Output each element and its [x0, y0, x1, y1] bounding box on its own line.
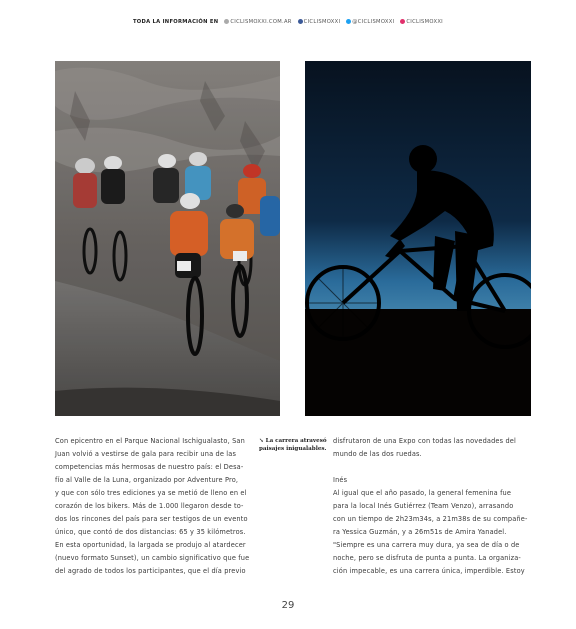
article-line: del agrado de todos los participantes, que el día previo	[55, 567, 246, 575]
article-line: disfrutaron de una Expo con todas las novedades del	[333, 437, 516, 445]
article-column-right	[333, 435, 531, 578]
section-heading: Inés	[333, 476, 348, 484]
globe-icon	[224, 19, 229, 24]
article-line: Con epicentro en el Parque Nacional Ischigualasto, San	[55, 437, 245, 445]
article-line: fío al Valle de la Luna, organizado por Adventure Pro,	[55, 476, 239, 484]
article-line: Juan volvió a vestirse de gala para recibir una de las	[55, 450, 237, 458]
article-line: ra Yessica Guzmán, y a 26m51s de Amira Yanadel.	[333, 528, 507, 536]
article-line: único, que contó de dos distancias: 65 y 35 kilómetros.	[55, 528, 246, 536]
article-line: noche, pero se disfruta de punta a punta. La organiza-	[333, 554, 521, 562]
article-line: (nuevo formato Sunset), un cambio significativo que fue	[55, 554, 250, 562]
article-line: con un tiempo de 2h23m34s, a 21m38s de su compañe-	[333, 515, 528, 523]
twitter-icon	[346, 19, 351, 24]
mountain-bike-race-riders-photo	[55, 61, 280, 416]
page-number: 29	[281, 600, 295, 611]
facebook-icon	[298, 19, 303, 24]
header-social-links	[0, 19, 576, 25]
cyclist-silhouette-sunset-photo	[305, 61, 531, 416]
header-link-web[interactable]: CICLISMOXXI.COM.AR	[230, 19, 292, 25]
article-line: y que con sólo tres ediciones ya se metió de lleno en el	[55, 489, 247, 497]
header-link-facebook[interactable]: CICLISMOXXI	[303, 19, 341, 25]
article-line: competencias más hermosas de nuestro país: el Desa-	[55, 463, 244, 471]
article-line: para la local Inés Gutiérrez (Team Venzo), arrasando	[333, 502, 514, 510]
article-line	[333, 461, 531, 474]
article-line: corazón de los bikers. Más de 1.000 llegaron desde to-	[55, 502, 244, 510]
header-link-twitter[interactable]: @CICLISMOXXI	[352, 19, 395, 25]
caption-arrow-icon: ↘	[259, 438, 264, 444]
article-line: ción impecable, es una carrera única, imperdible. Estoy	[333, 567, 525, 575]
article-line: Al igual que el año pasado, la general femenina fue	[333, 489, 512, 497]
article-column-left	[55, 435, 255, 578]
header-label: TODA LA INFORMACIÓN EN	[132, 19, 219, 25]
article-line: "Siempre es una carrera muy dura, ya sea de día o de	[333, 541, 520, 549]
caption-text: La carrera atravesó paisajes inigualables.	[259, 438, 327, 452]
instagram-icon	[400, 19, 405, 24]
article-line: En esta oportunidad, la largada se produjo al atardecer	[55, 541, 246, 549]
article-line: dos los rincones del país para ser testigos de un evento	[55, 515, 248, 523]
article-line: mundo de las dos ruedas.	[333, 450, 422, 458]
photo-caption	[259, 437, 331, 453]
header-link-instagram[interactable]: CICLISMOXXI	[406, 19, 444, 25]
